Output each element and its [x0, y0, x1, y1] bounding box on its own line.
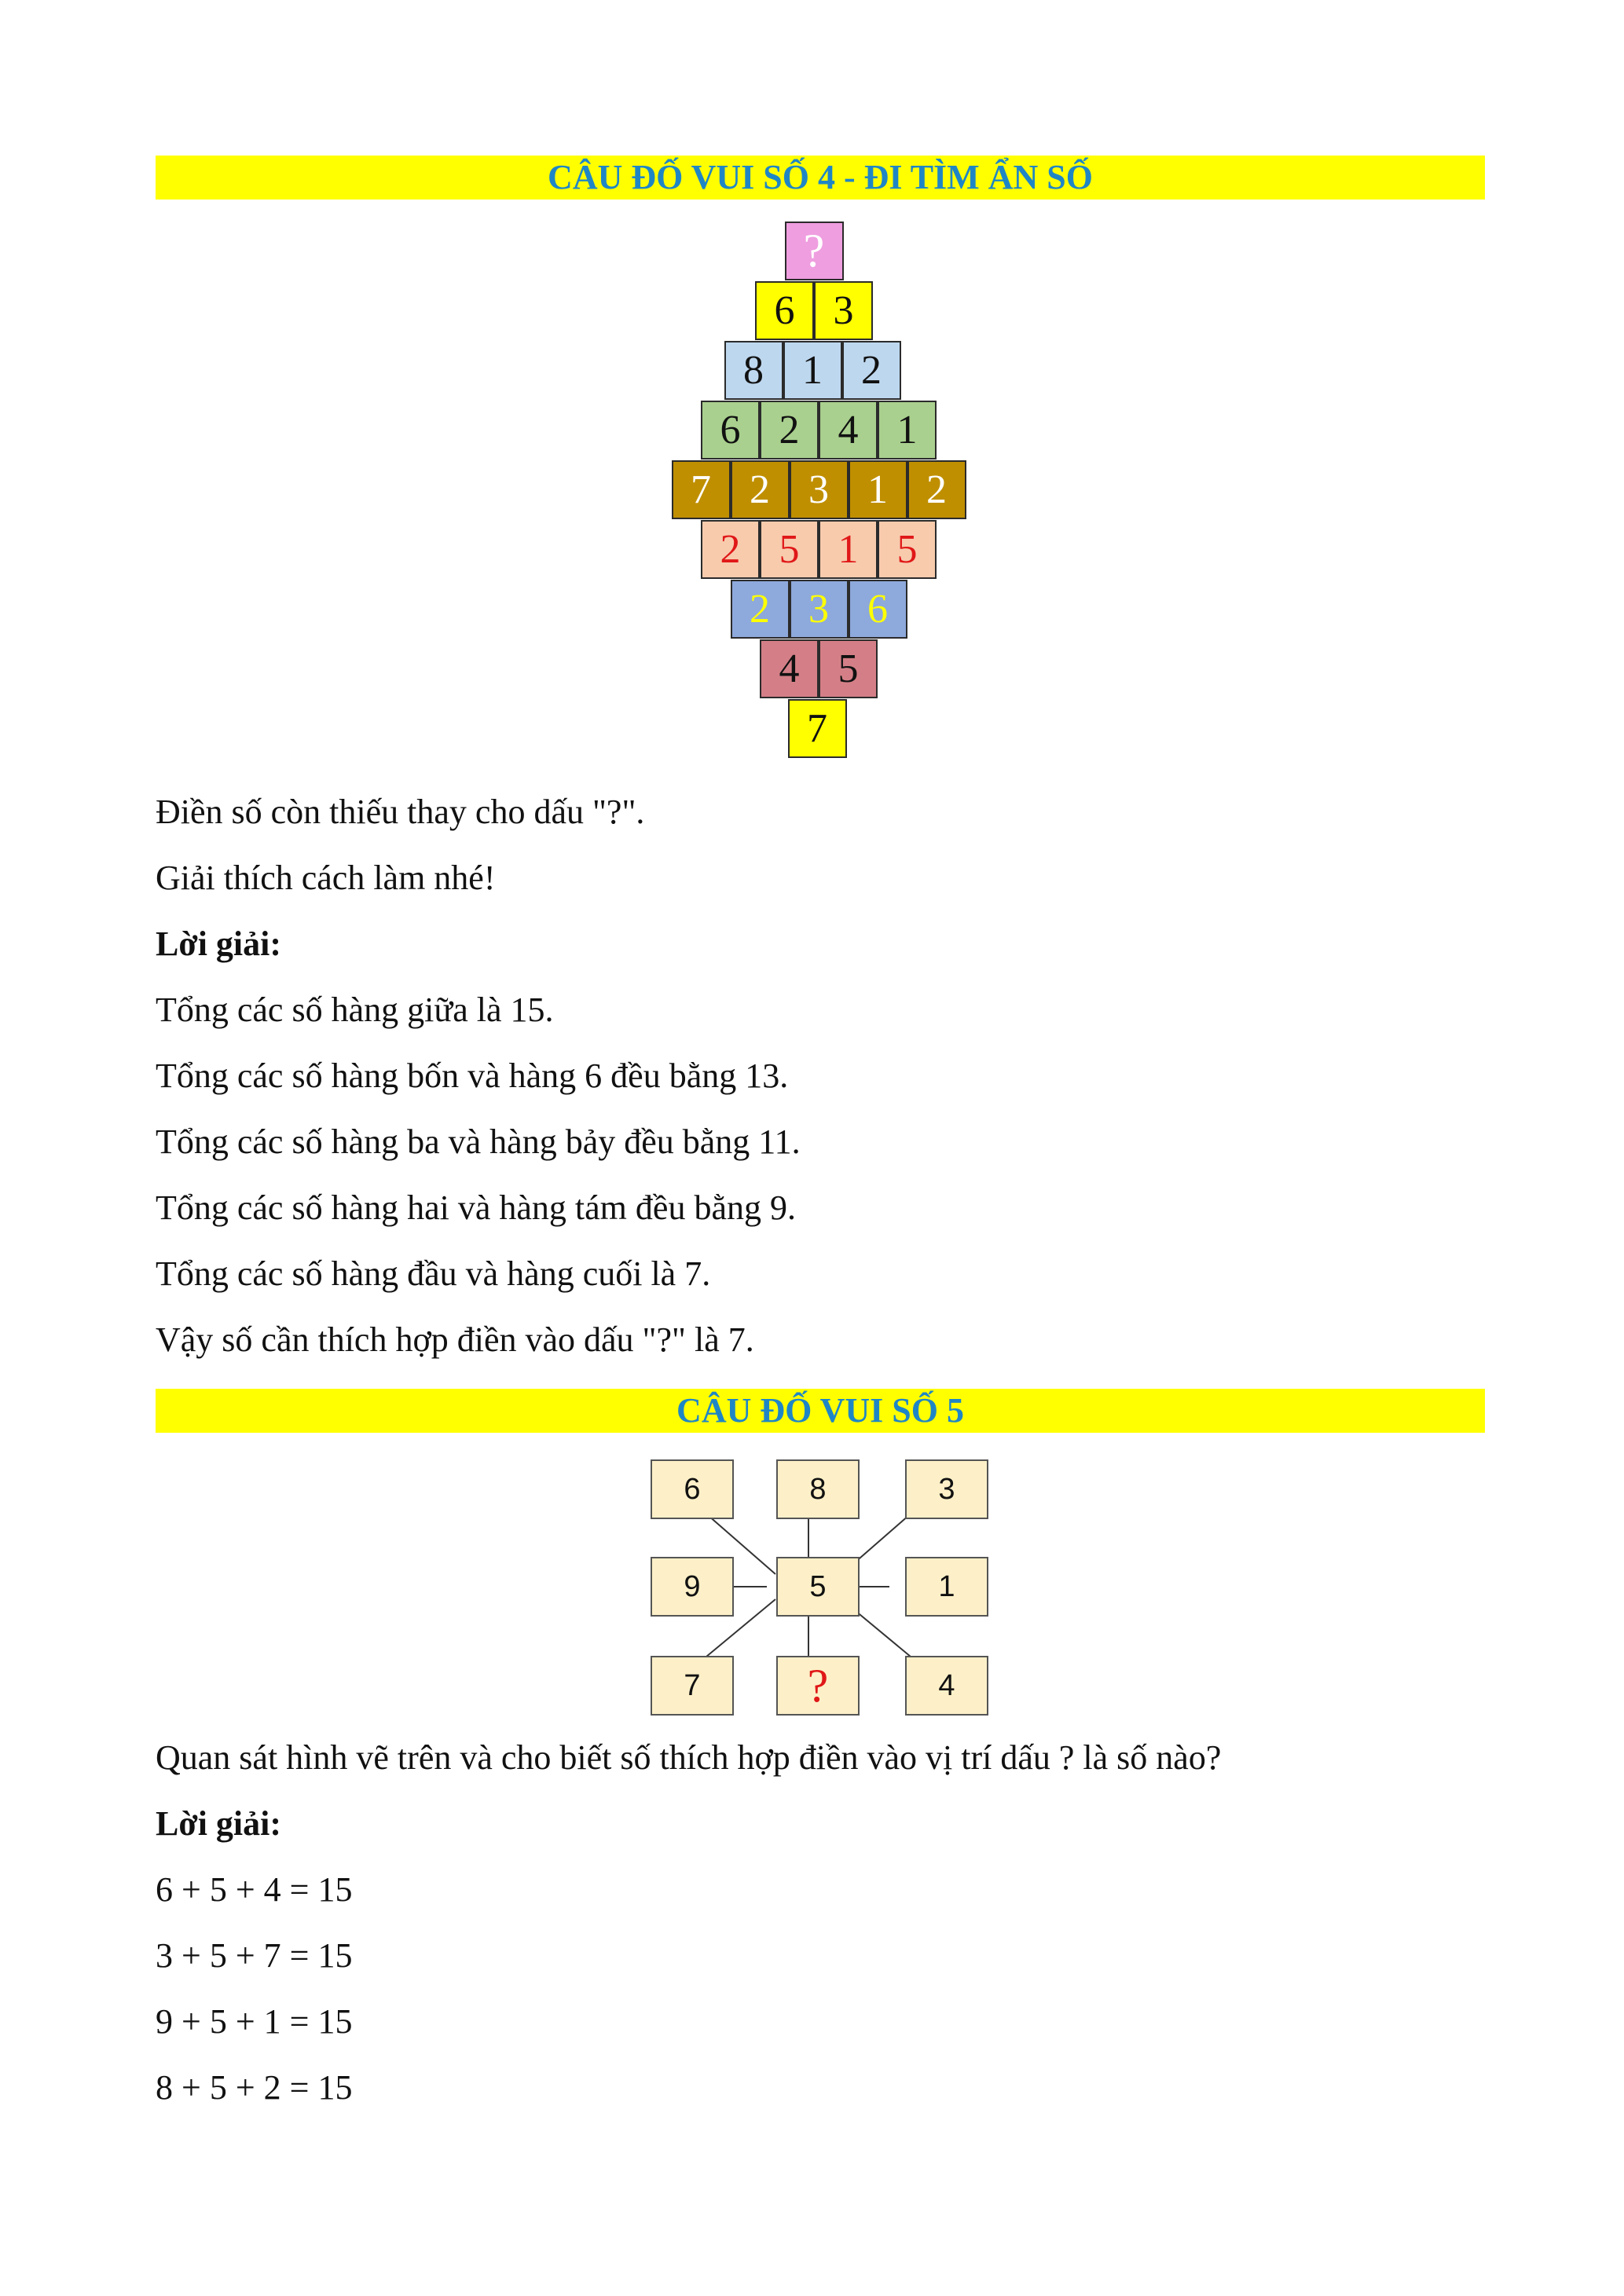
pyramid-cell-question: ? [785, 222, 844, 280]
puzzle4-solution-line: Tổng các số hàng giữa là 15. [156, 991, 554, 1029]
pyramid-cell: 3 [790, 460, 849, 519]
pyramid-cell: 3 [814, 281, 873, 340]
pyramid-cell: 1 [878, 401, 937, 460]
puzzle5-solution-line: 6 + 5 + 4 = 15 [156, 1870, 353, 1909]
pyramid-cell: 2 [907, 460, 966, 519]
pyramid-cell: 8 [724, 341, 783, 400]
puzzle5-solution-line: 9 + 5 + 1 = 15 [156, 2002, 353, 2041]
puzzle4-title: CÂU ĐỐ VUI SỐ 4 - ĐI TÌM ẨN SỐ [156, 156, 1485, 200]
puzzle4-solution-line: Tổng các số hàng ba và hàng bảy đều bằng 11. [156, 1122, 801, 1161]
pyramid-cell: 6 [701, 401, 760, 460]
pyramid-cell: 6 [849, 580, 907, 639]
box-bottom-right: 4 [905, 1656, 988, 1716]
pyramid-cell: 4 [760, 639, 819, 698]
pyramid-cell: 5 [819, 639, 878, 698]
pyramid-cell: 2 [760, 401, 819, 460]
box-top-left: 6 [651, 1459, 734, 1519]
box-mid-right: 1 [905, 1557, 988, 1617]
box-top-right: 3 [905, 1459, 988, 1519]
pyramid-cell: 2 [701, 520, 760, 579]
puzzle5-solution-line: 8 + 5 + 2 = 15 [156, 2068, 353, 2107]
box-bottom-center-question: ? [776, 1656, 860, 1716]
puzzle5-solution-line: 3 + 5 + 7 = 15 [156, 1936, 353, 1975]
pyramid-cell: 6 [755, 281, 814, 340]
puzzle4-solution-label: Lời giải: [156, 925, 282, 963]
pyramid-cell: 7 [788, 699, 847, 758]
puzzle4-solution-line: Tổng các số hàng bốn và hàng 6 đều bằng 13. [156, 1056, 789, 1095]
pyramid-cell: 1 [819, 520, 878, 579]
puzzle5-title: CÂU ĐỐ VUI SỐ 5 [156, 1389, 1485, 1433]
pyramid-cell: 1 [783, 341, 842, 400]
box-top-center: 8 [776, 1459, 860, 1519]
puzzle4-instruction: Giải thích cách làm nhé! [156, 859, 496, 897]
puzzle4-solution-line: Vậy số cần thích hợp điền vào dấu "?" là 7. [156, 1320, 754, 1359]
box-center: 5 [776, 1557, 860, 1617]
pyramid-cell: 4 [819, 401, 878, 460]
puzzle4-question: Điền số còn thiếu thay cho dấu "?". [156, 793, 645, 831]
puzzle4-solution-line: Tổng các số hàng hai và hàng tám đều bằng 9. [156, 1188, 796, 1227]
puzzle5-solution-label: Lời giải: [156, 1804, 282, 1843]
pyramid-cell: 2 [842, 341, 901, 400]
box-mid-left: 9 [651, 1557, 734, 1617]
pyramid-cell: 7 [672, 460, 731, 519]
pyramid-cell: 5 [760, 520, 819, 579]
pyramid-cell: 2 [731, 580, 790, 639]
number-pyramid [0, 0, 1624, 785]
puzzle4-solution-line: Tổng các số hàng đầu và hàng cuối là 7. [156, 1254, 711, 1293]
box-bottom-left: 7 [651, 1656, 734, 1716]
pyramid-cell: 5 [878, 520, 937, 579]
pyramid-cell: 2 [731, 460, 790, 519]
pyramid-cell: 3 [790, 580, 849, 639]
puzzle5-question: Quan sát hình vẽ trên và cho biết số thích hợp điền vào vị trí dấu ? là số nào? [156, 1738, 1222, 1777]
pyramid-cell: 1 [849, 460, 907, 519]
